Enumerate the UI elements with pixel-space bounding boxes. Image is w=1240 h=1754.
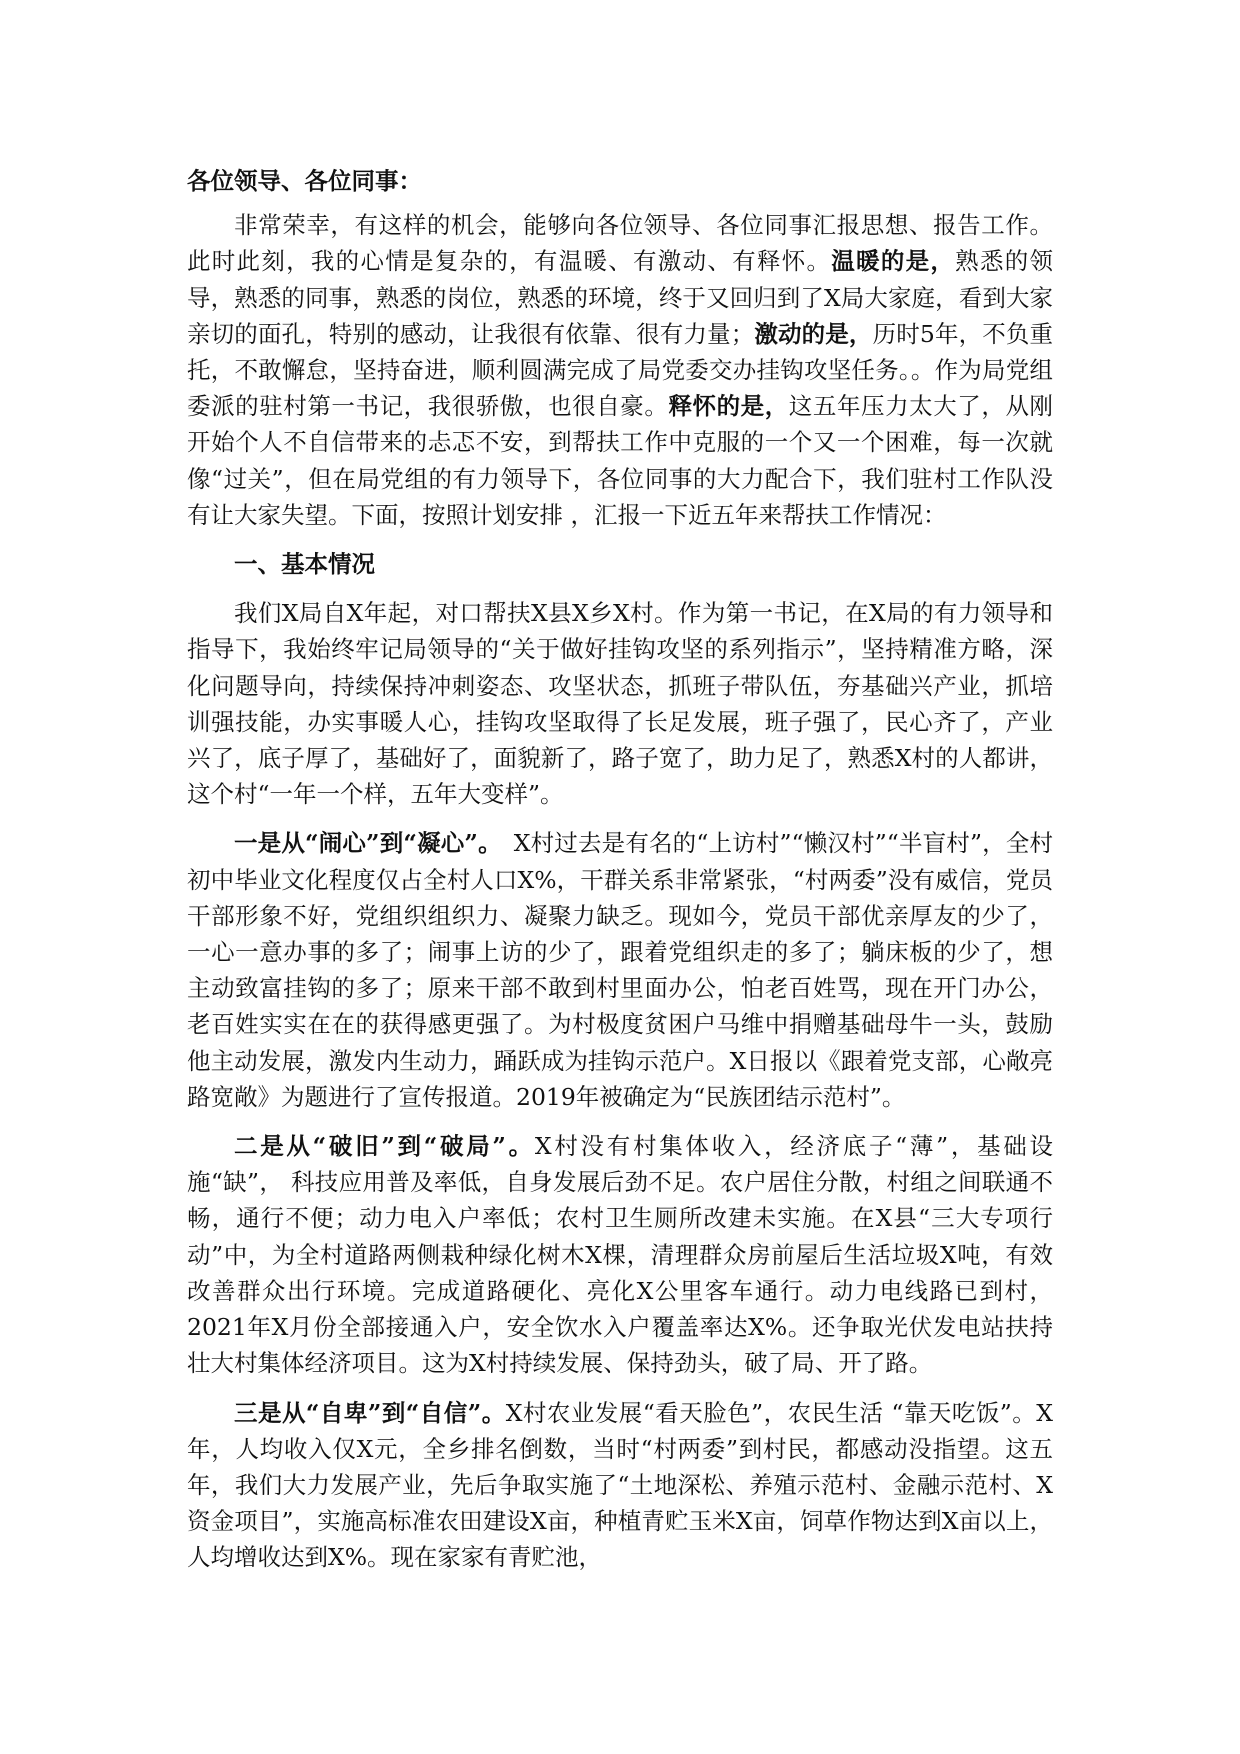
point-three-paragraph: [187, 1395, 1053, 1576]
greeting: 各位领导、各位同事：: [187, 167, 422, 195]
document-page: [187, 163, 1053, 1589]
section-basic-body: 我们X局自X年起，对口帮扶X县X乡X村。作为第一书记，在X局的有力领导和指导下，我始终牢记局领导的“关于做好挂钩攻坚的系列指示”，坚持精准方略，深化问题导向，持续保持冲刺姿态、攻坚状态，抓班子带队伍，夯基础兴产业，抓培训强技能，办实事暖人心，挂钩攻坚取得了长足发展，班子强了，民心齐了，产业兴了，底子厚了，基础好了，面貌新了，路子宽了，助力足了，熟悉X村的人都讲，这个村“一年一个样，五年大变样”。: [187, 599, 1053, 809]
intro-bold-relief: 释怀的是，: [668, 392, 789, 421]
intro-bold-warm: 温暖的是，: [831, 247, 956, 276]
intro-text-3: 历时5年，不负重托，不敢懈怠，坚持奋进，顺利圆满完成了局党委交办挂钩攻坚任务。。作为局党组委派的驻村第一书记，我很骄傲，也很自豪。: [187, 319, 1054, 421]
point-one-title: 一是从“闹心”到“凝心”。: [234, 829, 491, 858]
point-one-body: X村过去是有名的“上访村”“懒汉村”“半盲村”，全村初中毕业文化程度仅占全村人口X%，干群关系非常紧张，“村两委”没有威信，党员干部形象不好，党组织组织力、凝聚力缺乏。现如今，党员干部优亲厚友的少了，一心一意办事的多了；闹事上访的少了，跟着党组织走的多了；躺床板的少了，想主动致富挂钩的多了；原来干部不敢到村里面办公，怕老百姓骂，现在开门办公，老百姓实实在在的获得感更强了。为村极度贫困户马维中捐赠基础母牛一头，鼓励他主动发展，激发内生动力，踊跃成为挂钩示范户。X日报以《跟着党支部，心敞亮路宽敞》为题进行了宣传报道。2019年被确定为“民族团结示范村”。: [187, 829, 1053, 1111]
section-heading-basic: 一、基本情况: [234, 550, 375, 579]
intro-text-4: 这五年压力太大了，从刚开始个人不自信带来的忐忑不安，到帮扶工作中克服的一个又一个困难，每一次就像“过关”，但在局党组的有力领导下，各位同事的大力配合下，我们驻村工作队没有让大家失望。下面，按照计划安排 ，汇报一下近五年来帮扶工作情况：: [187, 392, 1054, 529]
point-two-paragraph: [187, 1128, 1053, 1381]
point-two-body: X村没有村集体收入，经济底子“薄”，基础设施“缺”， 科技应用普及率低，自身发展后劲不足。农户居住分散，村组之间联通不畅，通行不便；动力电入户率低；农村卫生厕所改建未实施。在X县“三大专项行动”中，为全村道路两侧栽种绿化树木X棵，清理群众房前屋后生活垃圾X吨，有效改善群众出行环境。完成道路硬化、亮化X公里客车通行。动力电线路已到村，2021年X月份全部接通入户，安全饮水入户覆盖率达X%。还争取光伏发电站扶持壮大村集体经济项目。这为X村持续发展、保持劲头，破了局、开了路。: [187, 1132, 1053, 1378]
point-three-title: 三是从“自卑”到“自信”。: [234, 1398, 506, 1427]
intro-text-1: 非常荣幸，有这样的机会，能够向各位领导、各位同事汇报思想、报告工作。此时此刻，我的心情是复杂的，有温暖、有激动、有释怀。: [187, 211, 1053, 276]
point-one-paragraph: [187, 825, 1053, 1115]
intro-bold-excited: 激动的是，: [754, 319, 873, 348]
point-two-title: 二是从“破旧”到“破局”。: [234, 1132, 535, 1161]
intro-paragraph: [187, 207, 1053, 533]
intro-text-2: 熟悉的领导，熟悉的同事，熟悉的岗位，熟悉的环境，终于又回归到了X局大家庭，看到大家亲切的面孔，特别的感动，让我很有依靠、很有力量；: [187, 247, 1054, 348]
point-three-body: X村农业发展“看天脸色”，农民生活 “靠天吃饭”。X年，人均收入仅X元，全乡排名倒数，当时“村两委”到村民，都感动没指望。这五年，我们大力发展产业，先后争取实施了“土地深松、养殖示范村、金融示范村、X资金项目”，实施高标准农田建设X亩，种植青贮玉米X亩，饲草作物达到X亩以上，人均增收达到X%。现在家家有青贮池，: [187, 1398, 1053, 1572]
